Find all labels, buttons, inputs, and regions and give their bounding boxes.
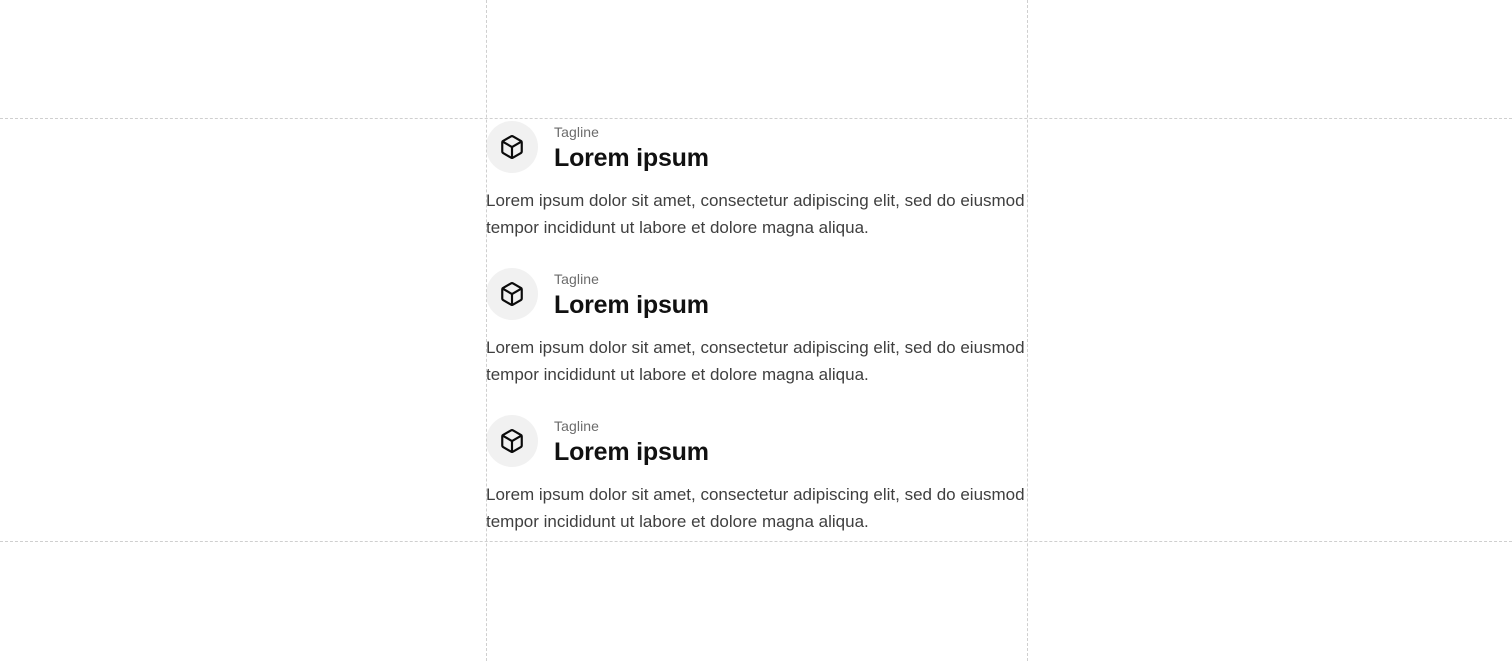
feature-header xyxy=(486,412,1028,470)
feature-tagline: Tagline xyxy=(554,270,600,287)
feature-list xyxy=(486,118,1028,541)
feature-description: Lorem ipsum dolor sit amet, consectetur adipiscing elit, sed do eiusmod tempor incididunt ut labore et dolore magna aliqua. xyxy=(486,338,1025,384)
feature-tagline: Tagline xyxy=(554,123,600,140)
feature-description: Lorem ipsum dolor sit amet, consectetur adipiscing elit, sed do eiusmod tempor incididunt ut labore et dolore magna aliqua. xyxy=(486,191,1025,237)
feature-header xyxy=(486,265,1028,323)
feature-heading-group xyxy=(554,416,709,467)
guide-horizontal-bottom xyxy=(0,541,1512,542)
feature-item xyxy=(486,412,1028,535)
feature-heading-group xyxy=(554,269,709,320)
feature-description: Lorem ipsum dolor sit amet, consectetur adipiscing elit, sed do eiusmod tempor incididunt ut labore et dolore magna aliqua. xyxy=(486,485,1025,531)
cube-icon xyxy=(486,121,538,173)
feature-item xyxy=(486,118,1028,241)
cube-icon xyxy=(486,415,538,467)
cube-icon xyxy=(486,268,538,320)
feature-title: Lorem ipsum xyxy=(554,437,709,466)
feature-title: Lorem ipsum xyxy=(554,143,709,172)
feature-tagline: Tagline xyxy=(554,417,600,434)
feature-header xyxy=(486,118,1028,176)
feature-title: Lorem ipsum xyxy=(554,290,709,319)
feature-item xyxy=(486,265,1028,388)
feature-heading-group xyxy=(554,122,709,173)
